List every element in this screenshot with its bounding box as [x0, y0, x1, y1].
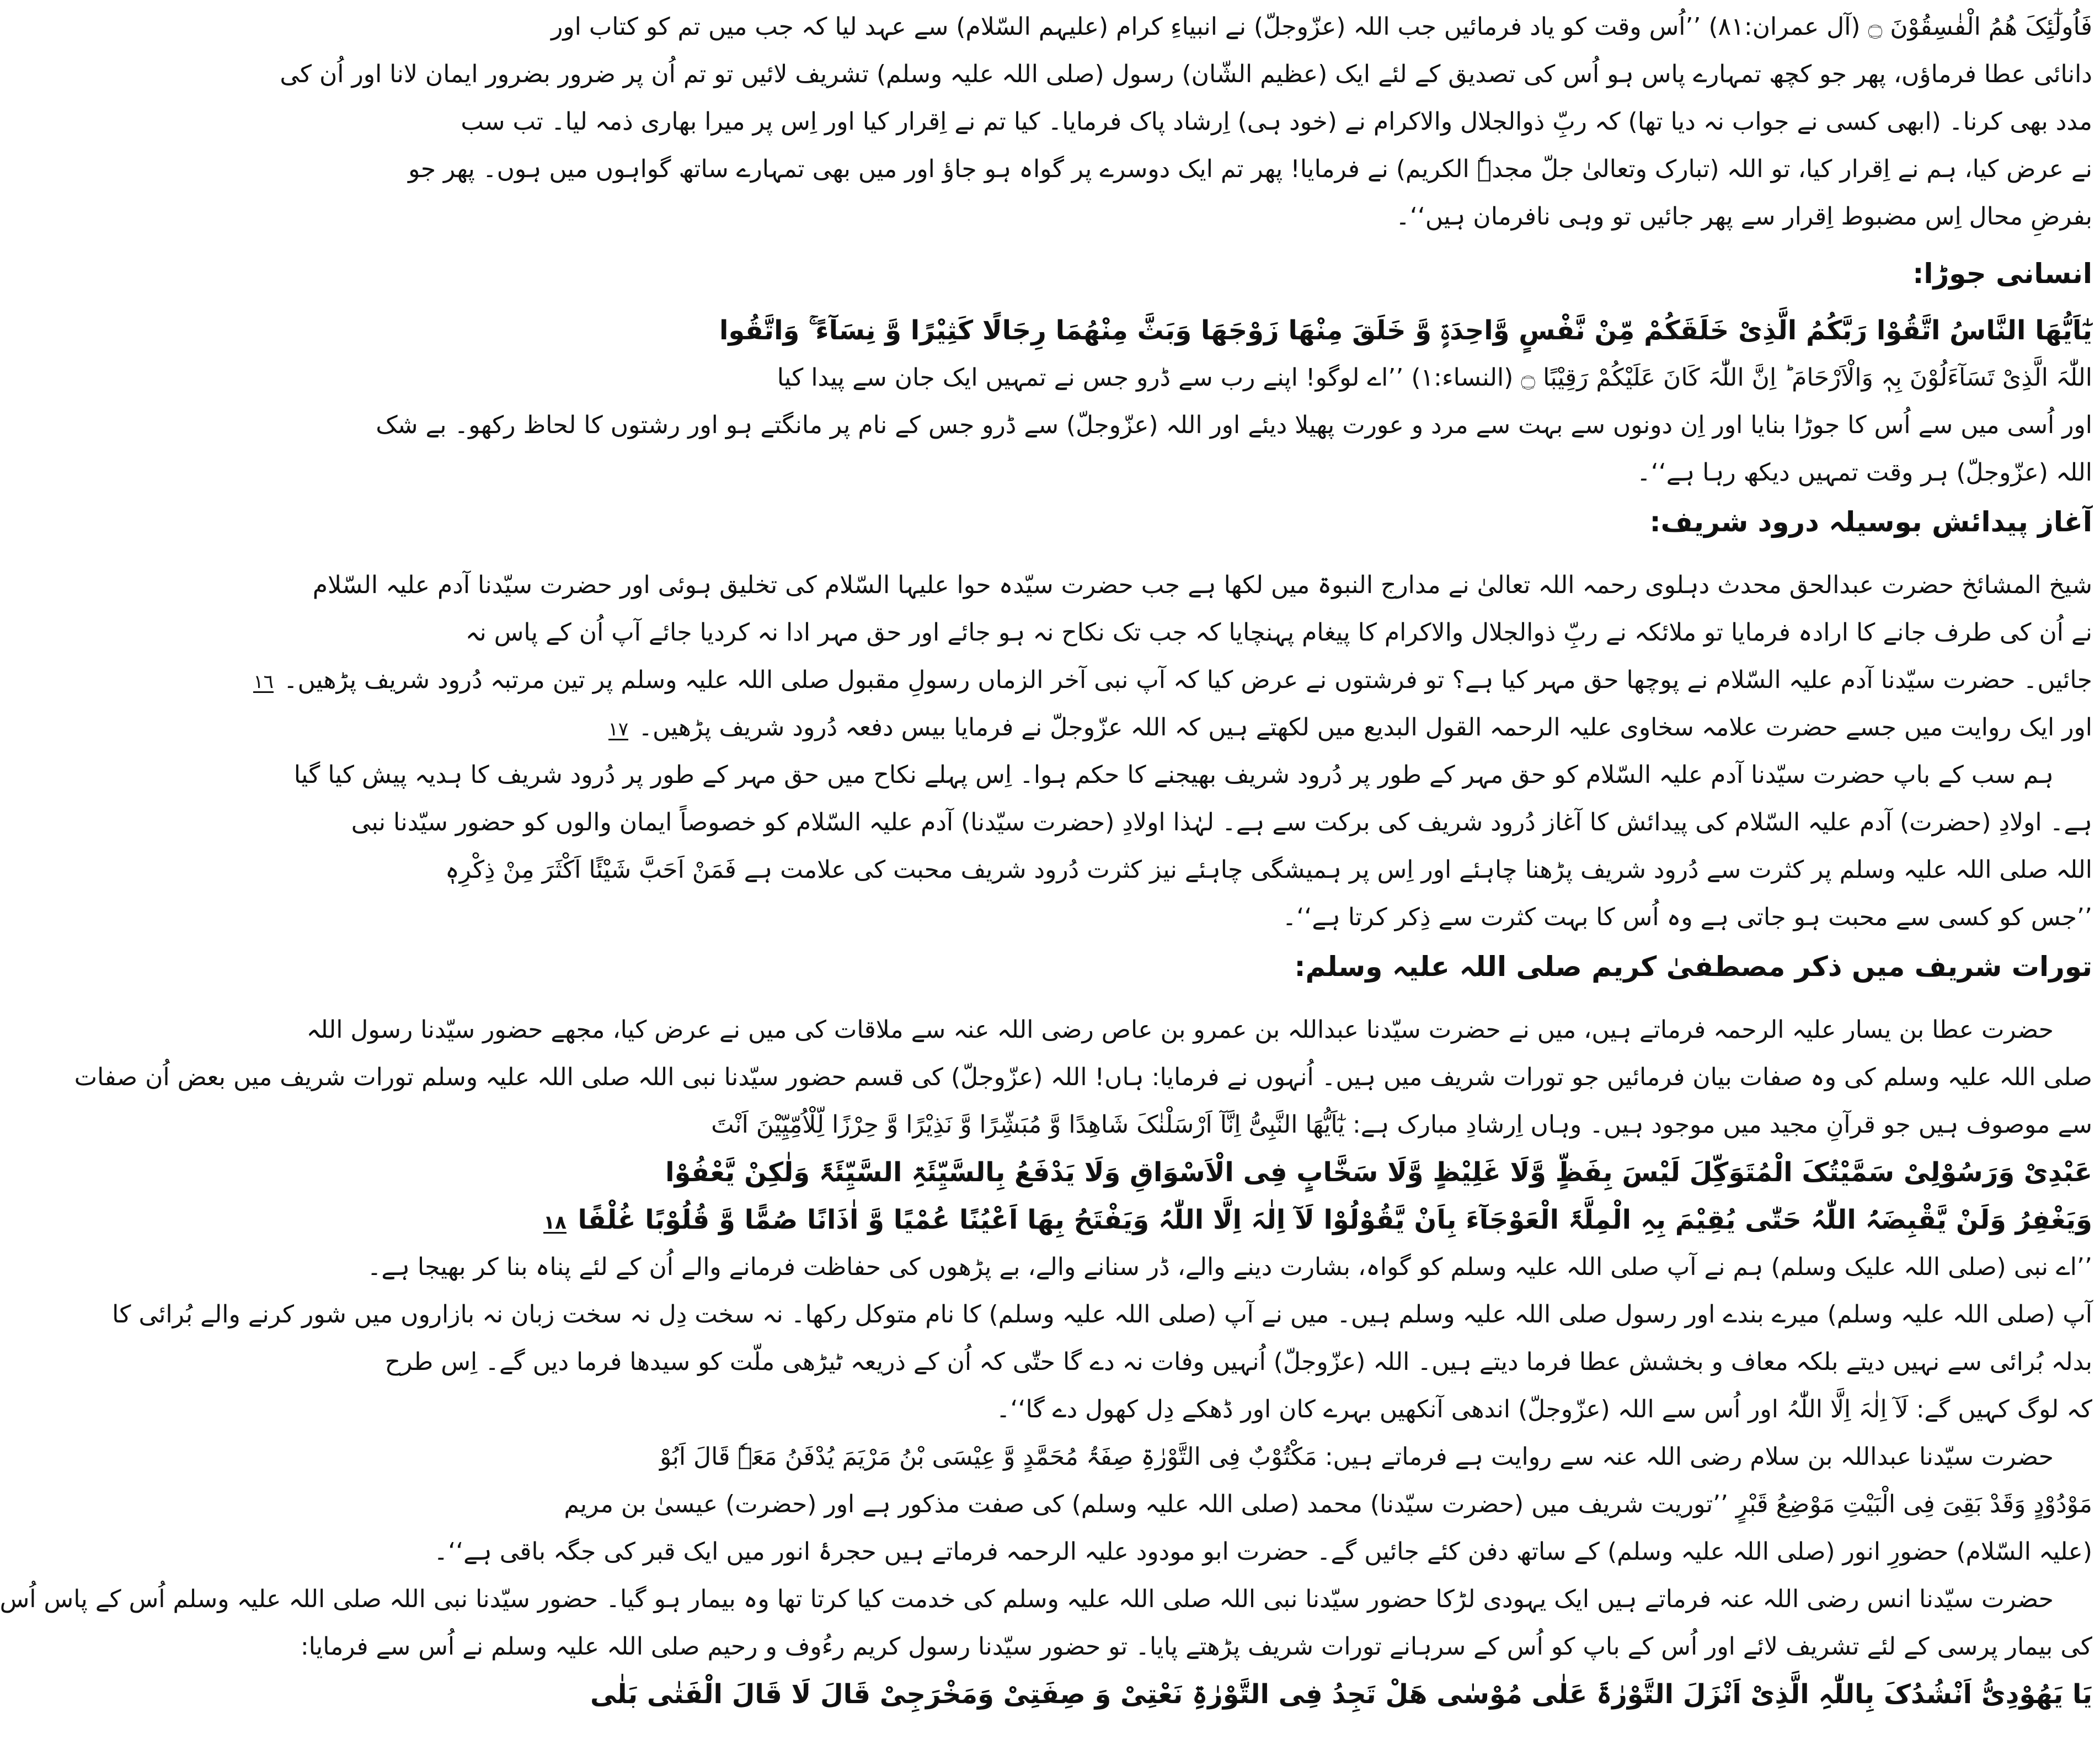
- text-line: ہم سب کے باپ حضرت سیّدنا آدم علیہ السّلام کو حق مہر کے طور پر دُرود شریف بھیجنے کا حکم ہوا۔ اِس پہلے نکاح میں حق مہر کے طور پر دُرود شریف کا ہدیہ پیش کیا گیا: [293, 761, 2054, 789]
- text-line: اللّٰہَ الَّذِیْ تَسَآءَلُوْنَ بِہٖ وَالْاَرْحَامَ ؕ اِنَّ اللّٰہَ کَانَ عَلَیْکُمْ رَقِیْبًا ۝ (النساء:۱) ’’اے لوگو! اپنے رب سے ڈرو جس نے تمہیں ایک جان سے پیدا کیا: [777, 364, 2092, 392]
- footnote-marker[interactable]: ١٧: [608, 718, 629, 740]
- text-line: نے عرض کیا، ہم نے اِقرار کیا، تو اللہ (تبارک وتعالیٰ جلّ مجدہٗ الکریم) نے فرمایا! پھر تم ایک دوسرے پر گواہ ہو جاؤ اور میں بھی تمہارے ساتھ گواہوں میں ہوں۔ پھر جو: [408, 155, 2092, 183]
- footnote-marker[interactable]: ١٦: [253, 671, 274, 693]
- text-line: فَاُولٰٓئِکَ ھُمُ الْفٰسِقُوْنَ ۝ (آل عمران:۸۱) ’’اُس وقت کو یاد فرمائیں جب اللہ (عزّوجلّ) نے انبیاءِ کرام (علیہم السّلام) سے عہد لیا کہ جب میں تم کو کتاب اور: [551, 13, 2092, 41]
- text-segment: جائیں۔ حضرت سیّدنا آدم علیہ السّلام نے پوچھا حق مہر کیا ہے؟ تو فرشتوں نے عرض کیا کہ آپ نبی آخر الزماں رسولِ مقبول صلی اللہ علیہ وسلم پر تین مرتبہ دُرود شریف پڑھیں۔: [283, 666, 2092, 694]
- text-line: سے موصوف ہیں جو قرآنِ مجید میں موجود ہیں۔ وہاں اِرشادِ مبارک ہے: یٰٓاَیُّھَا النَّبِیُّ اِنَّآ اَرْسَلْنٰکَ شَاھِدًا وَّ مُبَشِّرًا وَّ نَذِیْرًا وَّ حِرْزًا لِّلْاُمِّیِّیْنَ اَنْتَ: [711, 1111, 2092, 1139]
- section-heading: آغاز پیدائش بوسیلہ درود شریف:: [1649, 506, 2092, 538]
- text-line: ’’جس کو کسی سے محبت ہو جاتی ہے وہ اُس کا بہت کثرت سے ذِکر کرتا ہے‘‘۔: [1282, 903, 2092, 931]
- text-line: حضرت عطا بن یسار علیہ الرحمہ فرماتے ہیں، میں نے حضرت سیّدنا عبداللہ بن عمرو بن عاص رضی اللہ عنہ سے ملاقات کی میں نے عرض کیا، مجھے حضور سیّدنا رسول اللہ: [306, 1016, 2054, 1044]
- text-line: اور اُسی میں سے اُس کا جوڑا بنایا اور اِن دونوں سے بہت سے مرد و عورت پھیلا دیئے اور اللہ (عزّوجلّ) سے ڈرو جس کے نام پر مانگتے ہو اور رشتوں کا لحاظ رکھو۔ بے شک: [376, 411, 2092, 439]
- text-segment: اور ایک روایت میں جسے حضرت علامہ سخاوی علیہ الرحمہ القول البدیع میں لکھتے ہیں کہ اللہ عزّوجلّ نے فرمایا بیس دفعہ دُرود شریف پڑھیں۔: [638, 713, 2092, 742]
- text-line: نے اُن کی طرف جانے کا ارادہ فرمایا تو ملائکہ نے ربِّ ذوالجلال والاکرام کا پیغام پہنچایا کہ جب تک نکاح نہ ہو جائے اور حق مہر ادا نہ کردیا جائے آپ اُن کے پاس نہ: [465, 618, 2092, 647]
- text-line: مدد بھی کرنا۔ (ابھی کسی نے جواب نہ دیا تھا) کہ ربِّ ذوالجلال والاکرام نے (خود ہی) اِرشاد پاک فرمایا۔ کیا تم نے اِقرار کیا اور اِس پر میرا بھاری ذمہ لیا۔ تب سب: [461, 108, 2092, 136]
- section-heading: تورات شریف میں ذکر مصطفیٰ کریم صلی اللہ علیہ وسلم:: [1294, 951, 2092, 983]
- text-line: کی بیمار پرسی کے لئے تشریف لائے اور اُس کے باپ کو اُس کے سرہانے تورات شریف پڑھتے پایا۔ تو حضور سیّدنا رسول کریم رءُوف و رحیم صلی اللہ علیہ وسلم نے اُس سے فرمایا:: [300, 1633, 2092, 1661]
- paragraph-anas-narration: [0, 1576, 2092, 1718]
- hadith-arabic-line: یَا یَھُوْدِیُّ اَنْشُدُکَ بِاللّٰہِ الَّذِیْ اَنْزَلَ التَّوْرٰۃَ عَلٰی مُوْسٰی ھَلْ تَجِدُ فِی التَّوْرٰۃِ نَعْتِیْ وَ صِفَتِیْ وَمَخْرَجِیْ قَالَ لَا قَالَ الْفَتٰی بَلٰی: [590, 1679, 2092, 1710]
- section-taurat-zikr: [74, 941, 2092, 1433]
- section-insani-jora: [376, 248, 2092, 497]
- hadith-arabic-line-with-footnote: [543, 1196, 2092, 1244]
- hadith-arabic-line: عَبْدِیْ وَرَسُوْلِیْ سَمَّیْتُکَ الْمُتَوَکِّلَ لَیْسَ بِفَظٍّ وَّلَا غَلِیْظٍ وَّلَا سَخَّابٍ فِی الْاَسْوَاقِ وَلَا یَدْفَعُ بِالسَّیِّئَۃِ السَّیِّئَۃَ وَلٰکِنْ یَّعْفُوْا: [665, 1157, 2092, 1188]
- text-line-with-footnote: [253, 657, 2092, 704]
- text-line: صلی اللہ علیہ وسلم کی وہ صفات بیان فرمائیں جو تورات شریف میں ہیں۔ اُنہوں نے فرمایا: ہاں! اللہ (عزّوجلّ) کی قسم حضور سیّدنا نبی اللہ صلی اللہ علیہ وسلم تورات شریف میں بعض اُن صفات: [74, 1063, 2092, 1091]
- text-line: بفرضِ محال اِس مضبوط اِقرار سے پھر جائیں تو وہی نافرمان ہیں‘‘۔: [1396, 202, 2092, 231]
- section-aaghaz-paidaish: [253, 497, 2092, 941]
- text-line: حضرت سیّدنا عبداللہ بن سلام رضی اللہ عنہ سے روایت ہے فرماتے ہیں: مَکْتُوْبٌ فِی التَّوْرٰۃِ صِفَۃُ مُحَمَّدٍ وَّ عِیْسَی بْنُ مَرْیَمَ یُدْفَنُ مَعَہٗ قَالَ اَبُوْ: [659, 1443, 2054, 1471]
- text-line: اللہ صلی اللہ علیہ وسلم پر کثرت سے دُرود شریف پڑھنا چاہئے اور اِس پر ہمیشگی چاہئے نیز کثرت دُرود شریف محبت کی علامت ہے فَمَنْ اَحَبَّ شَیْئًا اَکْثَرَ مِنْ ذِکْرِہٖ: [445, 856, 2092, 884]
- text-line: شیخ المشائخ حضرت عبدالحق محدث دہلوی رحمہ اللہ تعالیٰ نے مدارج النبوۃ میں لکھا ہے جب حضرت سیّدہ حوا علیہا السّلام کی تخلیق ہوئی اور حضرت سیّدنا آدم علیہ السّلام: [312, 571, 2092, 599]
- text-line: بدلہ بُرائی سے نہیں دیتے بلکہ معاف و بخشش عطا فرما دیتے ہیں۔ اللہ (عزّوجلّ) اُنہیں وفات نہ دے گا حتّٰی کہ اُن کے ذریعہ ٹیڑھی ملّت کو سیدھا فرما دیں گے۔ اِس طرح: [384, 1348, 2092, 1376]
- text-line: (علیہ السّلام) حضورِ انور (صلی اللہ علیہ وسلم) کے ساتھ دفن کئے جائیں گے۔ حضرت ابو مودود علیہ الرحمہ فرماتے ہیں حجرۂ انور میں ایک قبر کی جگہ باقی ہے‘‘۔: [434, 1538, 2092, 1566]
- text-line: کہ لوگ کہیں گے: لَآ اِلٰہَ اِلَّا اللّٰہُ اور اُس سے اللہ (عزّوجلّ) اندھی آنکھیں بہرے کان اور ڈھکے دِل کھول دے گا‘‘۔: [996, 1395, 2092, 1423]
- text-line: حضرت سیّدنا انس رضی اللہ عنہ فرماتے ہیں ایک یہودی لڑکا حضور سیّدنا نبی اللہ صلی اللہ علیہ وسلم کی خدمت کیا کرتا تھا وہ بیمار ہو گیا۔ حضور سیّدنا نبی اللہ صلی اللہ علیہ وسلم اُس کے پاس اُس: [0, 1585, 2054, 1613]
- text-line-with-footnote: [608, 704, 2092, 751]
- footnote-marker[interactable]: ١٨: [543, 1212, 567, 1234]
- quran-verse-line: یٰٓاَیُّھَا النَّاسُ اتَّقُوْا رَبَّکُمُ الَّذِیْ خَلَقَکُمْ مِّنْ نَّفْسٍ وَّاحِدَۃٍ وَّ خَلَقَ مِنْھَا زَوْجَھَا وَبَثَّ مِنْھُمَا رِجَالًا کَثِیْرًا وَّ نِسَآءً ۚ وَاتَّقُوا: [719, 315, 2092, 346]
- text-line: دانائی عطا فرماؤں، پھر جو کچھ تمہارے پاس ہو اُس کی تصدیق کے لئے ایک (عظیم الشّان) رسول (صلی اللہ علیہ وسلم) تشریف لائیں تو تم اُن پر ضرور بضرور ایمان لانا اور اُن کی: [280, 60, 2092, 88]
- text-line: آپ (صلی اللہ علیہ وسلم) میرے بندے اور رسول صلی اللہ علیہ وسلم ہیں۔ میں نے آپ (صلی اللہ علیہ وسلم) کا نام متوکل رکھا۔ نہ سخت دِل نہ سخت زبان نہ بازاروں میں شور کرنے والے بُرائی کا: [112, 1300, 2092, 1329]
- text-segment: وَیَغْفِرُ وَلَنْ یَّقْبِضَہُ اللّٰہُ حَتّٰی یُقِیْمَ بِہِ الْمِلَّۃَ الْعَوْجَآءَ بِاَنْ یَّقُوْلُوْا لَآ اِلٰہَ اِلَّا اللّٰہُ وَیَفْتَحُ بِھَا اَعْیُنًا عُمْیًا وَّ اٰذَانًا صُمًّا وَّ قُلُوْبًا غُلْفًا: [578, 1204, 2092, 1235]
- text-line: ’’اے نبی (صلی اللہ علیک وسلم) ہم نے آپ صلی اللہ علیہ وسلم کو گواہ، بشارت دینے والے، ڈر سنانے والے، بے پڑھوں کی حفاظت فرمانے والے اُن کے لئے پناہ بنا کر بھیجا ہے۔: [367, 1253, 2092, 1281]
- paragraph-abdullah-bin-salam: [434, 1433, 2092, 1576]
- text-line: ہے۔ اولادِ (حضرت) آدم علیہ السّلام کی پیدائش کا آغاز دُرود شریف کی برکت سے ہے۔ لہٰذا اولادِ (حضرت سیّدنا) آدم علیہ السّلام کو خصوصاً ایمان والوں کو حضور سیّدنا نبی: [351, 808, 2092, 836]
- text-line: اللہ (عزّوجلّ) ہر وقت تمہیں دیکھ رہا ہے‘‘۔: [1637, 458, 2092, 487]
- section-heading: انسانی جوڑا:: [1912, 258, 2092, 290]
- intro-paragraph: [280, 3, 2092, 241]
- text-line: مَوْدُوْدٍ وَقَدْ بَقِیَ فِی الْبَیْتِ مَوْضِعُ قَبْرٍ ’’توریت شریف میں (حضرت سیّدنا) محمد (صلی اللہ علیہ وسلم) کی صفت مذکور ہے اور (حضرت) عیسیٰ بن مریم: [564, 1490, 2092, 1518]
